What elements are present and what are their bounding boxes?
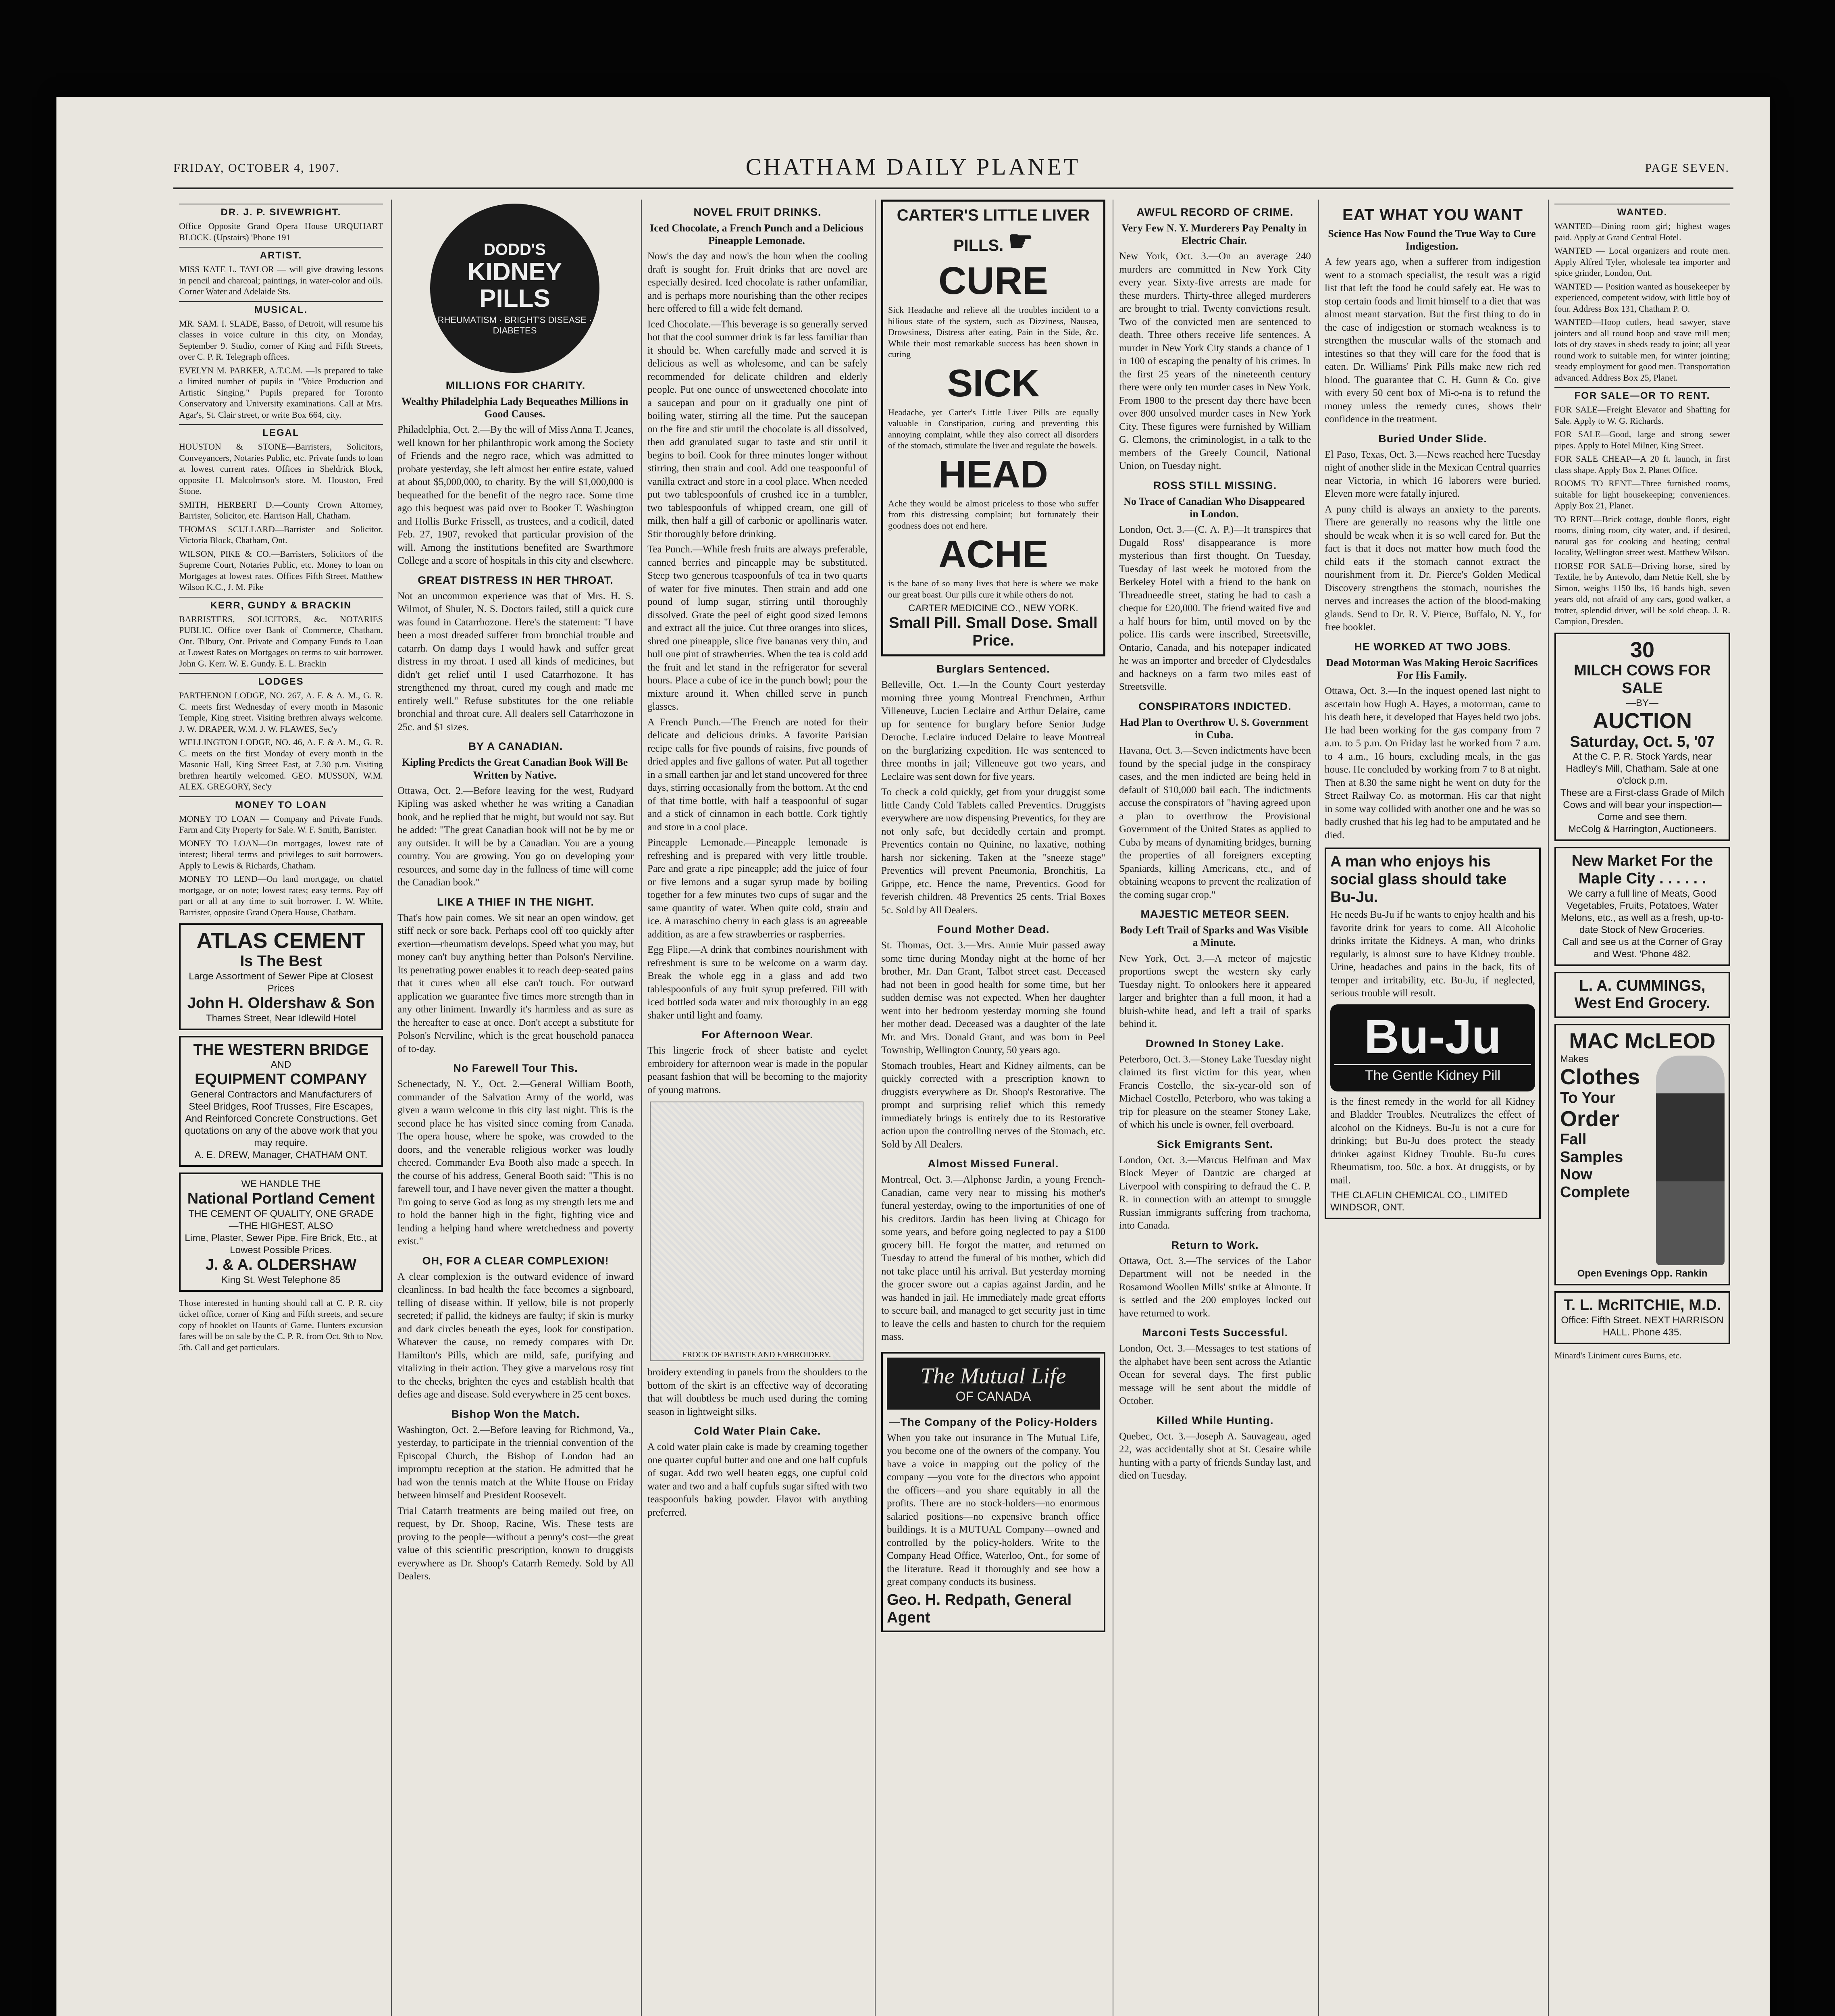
dek-fruit: Iced Chocolate, a French Punch and a Delicious Pineapple Lemonade. — [650, 222, 863, 247]
headline-complexion: OH, FOR A CLEAR COMPLEXION! — [422, 1254, 609, 1267]
mutual-agent: Geo. H. Redpath, General Agent — [887, 1591, 1072, 1626]
article-drowned: Peterboro, Oct. 3.—Stoney Lake Tuesday night claimed its first victim for this year, when Francis Costello, the six-year-old son of Michael Costello, Peterboro, who was taking a trip for pleasure on the steamer Stoney Lake, of which his uncle is owner, fell overboard. — [1119, 1054, 1311, 1130]
auction-title: MILCH COWS FOR SALE — [1574, 662, 1711, 697]
carter-cure: CURE — [938, 259, 1048, 302]
mac-mcleod-ad — [1554, 1024, 1730, 1285]
mutual-logo-canada: OF CANADA — [955, 1389, 1031, 1404]
hunters-notice: Those interested in hunting should call at C. P. R. city ticket office, corner of King and Fifth streets, and secure copy of booklet on Haunts of Game. Hunters excursion fares will be on sale by the C. P. R. from Oct. 9th to Nov. 5th. Call and get particulars. — [179, 1297, 383, 1352]
headline-work: Return to Work. — [1171, 1239, 1259, 1251]
article-fruit-pineapple: Pineapple Lemonade.—Pineapple lemonade is refreshing and is prepared with very little trouble. Pare and grate a ripe pineapple; add the juice of four or five lemons and a sugar syrup made by boiling together for a few minutes two cups of sugar and the same quantity of water. When quite cold, strain and ice. A maraschino cherry in each glass is an agreeable addition, as are a few strawberries or raspberries. — [647, 837, 868, 940]
gentleman-illustration — [1656, 1056, 1725, 1265]
buju-logo-text: Bu-Ju — [1364, 1009, 1501, 1064]
artist-heading: ARTIST. — [179, 247, 383, 261]
headline-marconi: Marconi Tests Successful. — [1142, 1327, 1288, 1339]
wb-manager: A. E. DREW, Manager, CHATHAM ONT. — [194, 1150, 368, 1161]
frock-illustration — [650, 1102, 863, 1361]
lodges-heading: LODGES — [179, 673, 383, 687]
article-distress: Not an uncommon experience was that of Mrs. H. S. Wilmot, of Shuler, N. S. Doctors failed, still a quick cure was found in Catarrhozone. Here's the statement: "I have been a most dreaded sufferer from bronchial trouble and catarrh. On damp days I would hawk and suffer great distress in my throat. I used all kinds of medicines, but didn't get relief until I used Catarrhozone. It has strengthened my throat, cured my cough and made me entirely well." Refuse substitutes for the one reliable bronchial and throat cure. All dealers sell Catarrhozone in 25c. and $1 sizes. — [397, 590, 634, 733]
mac-hours: Open Evenings Opp. Rankin — [1577, 1268, 1708, 1279]
sivewright-heading: DR. J. P. SIVEWRIGHT. — [179, 204, 383, 218]
article-mother: St. Thomas, Oct. 3.—Mrs. Annie Muir passed away some time during Monday night at the home of her brother, Mr. Dan Grant, Talbot street east. Deceased had not been in good health for some time, but her sudden demise was not expected. When her daughter went into her bedroom yesterday morning she found her mother dead. Deceased was a daughter of the late Mr. and Mrs. Donald Grant, and was born in Peel Township, Wellington County, 50 years ago. — [881, 940, 1105, 1056]
headline-killed: Killed While Hunting. — [1156, 1414, 1274, 1427]
atlas-title: ATLAS CEMENT — [196, 929, 366, 953]
carter-tagline: Small Pill. Small Dose. Small Price. — [889, 614, 1098, 649]
article-meteor: New York, Oct. 3.—A meteor of majestic proportions swept the western sky early Tuesday night. To onlookers here it appeared larger and brighter than a full moon, it had a bluish-white head, and left a trail of sparks behind it. — [1119, 953, 1311, 1029]
article-eat: A few years ago, when a sufferer from indigestion went to a stomach specialist, the result was a rigid list that left the food he could safely eat. He was to stop certain foods and limit himself to a diet that was almost meant starvation. But the first thing to do in the case of indigestion or stomach weakness is to strengthen the muscular walls of the stomach and intestines so that they will care for the food that is eaten. Dr. Williams' Pink Pills make new rich red blood. The guarantee that C. H. Gunn & Co. give with every 50 cent box of Mi-o-na is to refund the money unless the remedy cures, shows their confidence in the treatment. — [1325, 256, 1541, 425]
dodds-ailments: RHEUMATISM · BRIGHT'S DISEASE · DIABETES — [437, 314, 592, 335]
atlas-dealer: John H. Oldershaw & Son — [187, 995, 375, 1012]
headline-funeral: Almost Missed Funeral. — [928, 1158, 1059, 1170]
article-funeral: Montreal, Oct. 3.—Alphonse Jardin, a young French-Canadian, came very near to missing his mother's funeral yesterday, owing to the importunities of one of his creditors. Jardin has been living at Chicago for some years, and before going neglected to pay a $100 grocery bill. He forgot the matter, and returned on Tuesday to attend the funeral of his mother, which did not take place until his arrival. But yesterday morning the grocer swore out a capias against Jardin, and he was handed in jail. He immediately made great efforts to secure bail, and managed to get security just in time to leave the cells and hasten to church for the requiem mass. — [881, 1174, 1105, 1343]
article-conspirators: Havana, Oct. 3.—Seven indictments have been found by the special judge in the conspiracy cases, and the men indicted are being held in default of $10,000 bail each. The indictments accuse the conspirators of "having agreed upon a plan to overthrow the Provisional Government of the United States as applied to Cuba by means of dynamiting bridges, burning the properties of all foreigners excepting Spaniards, killing Americans, etc., and of obtaining weapons to prevent the realization of the coming sugar crop." — [1119, 745, 1311, 900]
headline-burglars: Burglars Sentenced. — [936, 663, 1050, 675]
dek-twojobs: Dead Motorman Was Making Heroic Sacrifices For His Family. — [1326, 656, 1538, 681]
carters-pills-ad — [881, 200, 1105, 656]
buju-logo-sub: The Gentle Kidney Pill — [1334, 1064, 1531, 1083]
article-fruit-punch: Tea Punch.—While fresh fruits are always preferable, canned berries and pineapple may be substituted. Steep two generous teaspoonfuls of tea in two quarts of water for five minutes. Then strain and add one pound of lump sugar, stirring until thoroughly dissolved. Grate the peel of eight good sized lemons and extract all the juice. Cut three oranges into slices, shred one pineapple, slice five bananas very thin, and hull one pint of strawberries. When the tea is cold add the fruit and let stand in the refrigerator for several hours. Place a cube of ice in the punch bowl; pour the mixture around it. When chilled serve in punch glasses. — [647, 544, 868, 712]
article-cake: A cold water plain cake is made by creaming together one quarter cupful butter and one and one half cupfuls of sugar. Add two well beaten eggs, one cupful cold water and two and a half cupfuls sugar sifted with two teaspoonfuls baking powder. Flavor with anything preferred. — [647, 1441, 868, 1518]
artist-card: MISS KATE L. TAYLOR — will give drawing lessons in pencil and charcoal; paintings, in water-color and oils. Corner Water and Adelaide Sts. — [179, 264, 383, 296]
musical-card-slade: MR. SAM. I. SLADE, Basso, of Detroit, will resume his classes in voice culture in this city, on Monday, September 9. Studio, corner of King and Fifth Streets, over C. P. R. Telegraph offices. — [179, 318, 383, 362]
article-puny-child: A puny child is always an anxiety to the parents. There are generally no reasons why the little one should be weak when it is so well cared for. But the fact is that it does not matter how much food the child eats if the stomach cannot extract the nourishment from it. Dr. Pierce's Golden Medical Discovery strengthens the stomach, nourishes the nerves and increases the action of the blood-making glands. Send to Dr. R. V. Pierce, Buffalo, N. Y., for free booklet. — [1325, 504, 1541, 633]
headline-thief: LIKE A THIEF IN THE NIGHT. — [437, 896, 594, 908]
article-match: Washington, Oct. 2.—Before leaving for Richmond, Va., yesterday, to participate in the triennial convention of the Episcopal Church, the Bishop of London had an impromptu reception at the station. He admitted that he had won the tennis match at the White House on Friday between himself and President Roosevelt. — [397, 1424, 634, 1501]
frock-caption: FROCK OF BATISTE AND EMBROIDERY. — [680, 1350, 833, 1360]
article-fruit-egg: Egg Flipe.—A drink that combines nourishment with refreshment is sure to be welcome on a warm day. Break the whole egg in a glass and add two tablespoonfuls of any fruit syrup preferred. Fill with iced bottled soda water and mix thoroughly in an egg shaker until light and foamy. — [647, 944, 868, 1021]
headline-match: Bishop Won the Match. — [451, 1408, 580, 1420]
headline-crime: AWFUL RECORD OF CRIME. — [1136, 206, 1294, 218]
cummings-grocery-ad — [1554, 972, 1730, 1018]
legal-card-smith: SMITH, HERBERT D.—County Crown Attorney, Barrister, Solicitor, etc. Harrison Hall, Chatham. — [179, 499, 383, 521]
auction-word: AUCTION — [1593, 709, 1692, 733]
headline-distress: GREAT DISTRESS IN HER THROAT. — [418, 574, 614, 586]
article-stomach: Stomach troubles, Heart and Kidney ailments, can be quickly corrected with a prescription known to druggists everywhere as Dr. Shoop's Restorative. The prompt and surprising relief which this remedy immediately brings is entirely due to its Restorative action upon the controlling nerves of the Stomach, etc. Sold by All Dealers. — [881, 1060, 1105, 1150]
headline-eat: EAT WHAT YOU WANT — [1342, 206, 1523, 224]
atlas-sewer-pipe: Large Assortment of Sewer Pipe at Closest Prices — [189, 971, 373, 994]
headline-fruit: NOVEL FRUIT DRINKS. — [693, 206, 822, 218]
classified-sale-6: HORSE FOR SALE—Driving horse, sired by Textile, he by Antevolo, dam Nettie Kell, she by Simon, weighs 1150 lbs, 16 hands high, seven years old, not afraid of any cars, good walker, a trotter, splendid driver, will be sold cheap. J. R. Campion, Dresden. — [1554, 560, 1730, 626]
np-handle: WE HANDLE THE — [241, 1179, 321, 1190]
dek-millions: Wealthy Philadelphia Lady Bequeathes Millions in Good Causes. — [401, 396, 628, 420]
wb-title: THE WESTERN BRIDGE — [193, 1041, 369, 1058]
legal-card-scullard: THOMAS SCULLARD—Barrister and Solicitor. Victoria Block, Chatham, Ont. — [179, 524, 383, 545]
wb-title-2: EQUIPMENT COMPANY — [195, 1071, 367, 1088]
column-3 — [641, 200, 872, 2016]
auction-by: —BY— — [1626, 698, 1658, 709]
mac-clothes: Clothes — [1560, 1065, 1640, 1089]
dek-meteor: Body Left Trail of Sparks and Was Visible a Minute. — [1120, 924, 1309, 949]
headline-afternoon: For Afternoon Wear. — [701, 1029, 813, 1041]
masthead — [56, 97, 1770, 180]
buju-logo — [1330, 1004, 1535, 1091]
doctor-office: Office: Fifth Street. NEXT HARRISON HALL. Phone 435. — [1561, 1315, 1724, 1338]
article-farewell: Schenectady, N. Y., Oct. 2.—General William Booth, commander of the Salvation Army of the world, was given a warm welcome in this city last night. This is the second place he has visited since coming from Canada. The opera house, where he spoke, was crowded to the doors, and the venerable religious worker was loudly cheered. Commander Eva Booth also made a speech. In the course of his address, General Booth said: "This is no farewell tour, and I have never given the matter a thought. I'm going to serve God as long as my strength lets me and to hold the banner high in the fight, fighting vice and lending a helping hand where wretchedness and poverty exist." — [397, 1079, 634, 1247]
carter-head: HEAD — [938, 452, 1048, 496]
buju-ad — [1325, 848, 1541, 1219]
carter-sick: SICK — [947, 361, 1040, 405]
article-marconi: London, Oct. 3.—Messages to test stations of the alphabet have been sent across the Atlantic Ocean for several days. The first public message will be sent about the middle of October. — [1119, 1343, 1311, 1406]
headline-millions: MILLIONS FOR CHARITY. — [445, 379, 586, 392]
wb-and: AND — [270, 1059, 291, 1070]
column-5 — [1113, 200, 1315, 2016]
auction-count: 30 — [1630, 637, 1655, 662]
dek-canadian: Kipling Predicts the Great Canadian Book Will Be Written by Native. — [402, 756, 628, 781]
classified-wanted-2: WANTED — Local organizers and route men. Apply Alfred Tyler, wholesale tea importer and spice grinder, London, Ont. — [1554, 246, 1730, 278]
carter-head-text: Ache they would be almost priceless to those who suffer from this distressing complaint; but fortunately their goodness does not end here. — [888, 498, 1099, 531]
kerr-heading: KERR, GUNDY & BRACKIN — [179, 597, 383, 611]
money-card-lewis: MONEY TO LOAN—On mortgages, lowest rate of interest; liberal terms and privileges to suit borrowers. Apply to Lewis & Richards, Chatham. — [179, 838, 383, 871]
dek-missing: No Trace of Canadian Who Disappeared in London. — [1123, 495, 1305, 520]
market-stock: We carry a full line of Meats, Good Vegetables, Fruits, Potatoes, Water Melons, etc., as well as a fresh, up-to-date Stock of New Groceries. — [1560, 888, 1724, 935]
headline-twojobs: HE WORKED AT TWO JOBS. — [1354, 640, 1511, 653]
atlas-address: Thames Street, Near Idlewild Hotel — [206, 1012, 356, 1024]
np-dealer: J. & A. OLDERSHAW — [205, 1256, 357, 1273]
headline-drowned: Drowned In Stoney Lake. — [1145, 1037, 1285, 1050]
cummings-store: West End Grocery. — [1574, 995, 1710, 1012]
lodge-card-wellington: WELLINGTON LODGE, NO. 46, A. F. & A. M., G. R. C. meets on the first Monday of every month in the Masonic Hall, King Street East, at 7.30 p.m. Visiting brethren heartily welcomed. GEO. MUSSON, W.M. ALEX. GREGORY, Sec'y — [179, 737, 383, 791]
page-number: PAGE SEVEN. — [1645, 161, 1729, 175]
headline-farewell: No Farewell Tour This. — [453, 1062, 578, 1075]
carter-cure-text: Sick Headache and relieve all the troubles incident to a bilious state of the system, such as Dizziness, Nausea, Drowsiness, Distress after eating, Pain in the Side, &c. While their most remarkable success has been shown in curing — [888, 305, 1099, 359]
classified-sale-5: TO RENT—Brick cottage, double floors, eight rooms, dining room, city water, and, if desired, natural gas for cooking and heating; central locality, Wellington street west. Matthew Wilson. — [1554, 514, 1730, 557]
mutual-heading: —The Company of the Policy-Holders — [889, 1416, 1098, 1428]
carter-ache: ACHE — [938, 533, 1048, 576]
classified-sale-1: FOR SALE—Freight Elevator and Shafting for Sale. Apply to W. G. Richards. — [1554, 404, 1730, 426]
buju-body-2: is the finest remedy in the world for all Kidney and Bladder Troubles. Neutralizes the effect of alcohol on the Kidneys. Bu-Ju is not a cure for drinking; but Bu-Ju does protect the steady drinker against Kidney Trouble. Bu-Ju cures Rheumatism, too. 50c. a box. At druggists, or by mail. — [1330, 1096, 1535, 1186]
mcritchie-card — [1554, 1291, 1730, 1344]
newspaper-page — [56, 97, 1770, 2016]
classified-sale-2: FOR SALE—Good, large and strong sewer pipes. Apply to Hotel Milner, King Street. — [1554, 429, 1730, 450]
legal-card-houston: HOUSTON & STONE—Barristers, Solicitors, Conveyancers, Notaries Public, etc. Private funds to loan at lowest current rates. Offices in Sheldrick Block, opposite H. Malcolmson's store. M. Houston, Fred Stone. — [179, 442, 383, 496]
mutual-life-ad — [881, 1352, 1105, 1632]
money-heading: MONEY TO LOAN — [179, 796, 383, 811]
musical-card-parker: EVELYN M. PARKER, A.T.C.M. —Is prepared to take a limited number of pupils in "Voice Production and Artistic Singing." Pupils prepared for Toronto Conservatory and University examinations. Call at Mrs. Agar's, St. Clair street, or write Box 664, city. — [179, 365, 383, 420]
article-preventics: To check a cold quickly, get from your druggist some little Candy Cold Tablets called Preventics. Druggists everywhere are now dispensing Preventics, for they are not only safe, but decidedly certain and prompt. Preventics contain no Quinine, no laxative, nothing harsh nor sickening. Taken at the "sneeze stage" Preventics will prevent Pneumonia, Bronchitis, La Grippe, etc. Hence the name, Preventics. Good for feverish children. 48 Preventics 25 cents. Trial Boxes 5c. Sold by All Dealers. — [881, 787, 1105, 916]
carter-sick-text: Headache, yet Carter's Little Liver Pills are equally valuable in Constipation, curing and preventing this annoying complaint, while they also correct all disorders of the stomach, stimulate the liver and regulate the bowels. — [888, 407, 1099, 450]
mac-to-your: To Your — [1560, 1089, 1616, 1106]
dek-crime: Very Few N. Y. Murderers Pay Penalty in Electric Chair. — [1121, 222, 1307, 247]
mutual-logo-name: The Mutual Life — [920, 1363, 1066, 1389]
article-fruit-french: A French Punch.—The French are noted for their delicate and delicious drinks. A favorite Parisian recipe calls for five pounds of raisins, five pounds of dried apples and five gallons of water. Put all together in a small earthen jar and let stand uncovered for three days, stirring occasionally from the bottom. At the end of that time bottle, with half a teaspoonful of sugar and a stick of cinnamon in each bottle. Cork tightly and store in a cool place. — [647, 716, 868, 833]
headline-meteor: MAJESTIC METEOR SEEN. — [1140, 908, 1290, 921]
money-card-smith: MONEY TO LOAN — Company and Private Funds. Farm and City Property for Sale. W. F. Smith, Barrister. — [179, 813, 383, 835]
article-crime: New York, Oct. 3.—On an average 240 murders are committed in New York City every year. Sixty-five arrests are made for these murders. Thirty-three alleged murderers are brought to trial. Twenty convictions result. Two of the convicted men are sentenced to death. Three others receive life sentences. A murder in New York City stands a chance of 1 in 100 of escaping the penalty of his crimes. In the first 25 years of the nineteenth century there were only ten murder cases in New York. From 1900 to the present day there have been over 800 unsolved murder cases in New York City. These figures were furnished by William G. Clemons, the criminologist, in a talk to the members of the Greely Council, National Union, on Tuesday night. — [1119, 251, 1311, 472]
for-sale-heading: FOR SALE—OR TO RENT. — [1554, 387, 1730, 402]
column-4 — [875, 200, 1109, 2016]
column-6 — [1318, 200, 1545, 2016]
milch-cows-auction-ad — [1554, 633, 1730, 841]
article-fruit-intro: Now's the day and now's the hour when the cooling draft is sought for. Fruit drinks that are novel are especially desired. Iced chocolate is rather unfamiliar, and is perhaps more nourishing than the other recipes here offered to fill a wide felt demand. — [647, 251, 868, 314]
atlas-tagline: Is The Best — [240, 953, 322, 970]
article-thief: That's how pain comes. We sit near an open window, get stiff neck or sore back. Perhaps cool off too quickly after exertion—rheumatism develops. Speed what you may, but money can't buy anything better than Polson's Nerviline. Its penetrating power enables it to reach deep-seated pains that it cures when all else can't touch. For outward application we guarantee five times more strength than in any other liniment. Inwardly it's harmless and as sure as the hereafter to ease at once. Don't accept a substitute for Polson's Nerviline, which is the great household panacea of to-day. — [397, 912, 634, 1054]
national-portland-ad — [179, 1173, 383, 1291]
market-address: Call and see us at the Corner of Gray and West. 'Phone 482. — [1562, 936, 1723, 960]
headline-slide: Buried Under Slide. — [1378, 432, 1487, 445]
sivewright-card: Office Opposite Grand Opera House URQUHART BLOCK. (Upstairs) 'Phone 191 — [179, 221, 383, 242]
wanted-heading: WANTED. — [1554, 204, 1730, 218]
kerr-card: BARRISTERS, SOLICITORS, &c. NOTARIES PUBLIC. Office over Bank of Commerce, Chatham, Ont. Tilbury, Ont. Private and Company Funds to Loan at Lowest Rates on Mortgages on terms to suit borrower. John G. Kerr. W. E. Gundy. E. L. Brackin — [179, 614, 383, 669]
article-canadian: Ottawa, Oct. 2.—Before leaving for the west, Rudyard Kipling was asked whether he was writing a Canadian book, and he replied that he might, but would not say. But he added: "The great Canadian book will not be by me or any outsider. It will be by a Canadian. You are a young country. You are growing. You go on developing your resources, and some day in the fullness of time will come the Canadian book." — [397, 785, 634, 888]
new-market-ad — [1554, 847, 1730, 966]
article-millions: Philadelphia, Oct. 2.—By the will of Miss Anna T. Jeanes, well known for her philanthropic work among the Society of Friends and the negro race, which was admitted to probate yesterday, she left almost her entire estate, valued at about $5,000,000, to charity. By the will $1,000,000 is bequeathed for the benefit of the negro race. Some time ago this bequest was paid over to Booker T. Washington and Hollis Burke Frissell, as trustees, and a codicil, dated Feb. 27, 1907, revoked that particular provision of the will. Among the institutions benefited are Swarthmore College and a score of hospitals in this city and elsewhere. — [397, 424, 634, 566]
np-quality: THE CEMENT OF QUALITY, ONE GRADE—THE HIGHEST, ALSO — [188, 1208, 374, 1231]
article-fruit-chocolate: Iced Chocolate.—This beverage is so generally served hot that the cool summer drink is far less familiar than it should be. When carefully made and served it is delicious as well as wholesome, and can be safely recommended for delicate children and elderly people. Put one ounce of unsweetened chocolate into a saucepan and pour on it gradually one pint of boiling water, stirring all the time. Put the saucepan on the fire and stir until the chocolate is all dissolved, then add granulated sugar to taste and stir until it begins to boil. Cook for three minutes longer without stirring, then strain and cool. Add one teaspoonful of vanilla extract and store in a cool place. When needed put two tablespoonfuls of crushed ice in a tumbler, two tablespoonfuls of whipped cream, one gill of milk, then half a gill of carbonic or apollinaris water. Stir thoroughly before drinking. — [647, 319, 868, 539]
np-title: National Portland Cement — [187, 1190, 375, 1208]
mutual-body: When you take out insurance in The Mutual Life, you become one of the owners of the company. You have a voice in mapping out the policy of the company —you vote for the directors who appoint the officers—and you share equitably in all the profits. There are no stock-holders—no enormous salaried positions—no expensive branch office buildings. It is a MUTUAL Company—owned and controlled by the policy-holders. Write to the Company Head Office, Waterloo, Ont., for some of the literature. Read it thoroughly and see how a great company conducts its business. — [887, 1432, 1100, 1588]
musical-heading: MUSICAL. — [179, 301, 383, 316]
wb-description: General Contractors and Manufacturers of Steel Bridges, Roof Trusses, Fire Escapes, And Reinforced Concrete Constructions. Get quotations on any of the above work that you may require. — [185, 1089, 377, 1149]
headline-mother: Found Mother Dead. — [937, 923, 1050, 936]
classified-wanted-4: WANTED—Hoop cutlers, head sawyer, stave jointers and all round hoop and stave mill men; lots of dry staves in sheds ready to joint; all year round work to suitable men, for winter jointing; steady employment for good men. Transportation advanced. Address Box 25, Planet. — [1554, 317, 1730, 383]
atlas-cement-ad — [179, 923, 383, 1030]
dodds-product: KIDNEY PILLS — [467, 258, 562, 312]
cummings-name: L. A. CUMMINGS, — [1579, 977, 1706, 994]
buju-body-1: He needs Bu-Ju if he wants to enjoy health and his favorite drink for years to come. All Alcoholic drinks irritate the Kidneys. A man, who drinks regularly, is almost sure to have Kidney trouble. Urine, headaches and pains in the back, fits of temper and irritability, etc. Bu-Ju, if neglected, serious trouble will result. — [1330, 909, 1535, 999]
article-missing: London, Oct. 3.—(C. A. P.)—It transpires that Dugald Ross' disappearance is more mysterious than first thought. On Tuesday, Tuesday of last week he motored from the Berkeley Hotel with a friend to the bank on Threadneedle street, stating he had to cash a cheque for £20,000. The friend waited five and a half hours for him, until moved on by the police. His cards were inscribed, Streetsville, Ontario, Canada, and his notepaper indicated he was an importer and breeder of Clydesdales and hackneys on a farm two miles east of Streetsville. — [1119, 524, 1311, 693]
article-broidery: broidery extending in panels from the shoulders to the bottom of the skirt is an effective way of decorating that will doubtless be much used during the coming season in lightweight silks. — [647, 1367, 868, 1417]
mac-makes: Makes — [1560, 1054, 1589, 1065]
lodge-card-parthenon: PARTHENON LODGE, NO. 267, A. F. & A. M., G. R. C. meets first Wednesday of every month in Masonic Temple, King street. Visiting brethren always welcome. J. W. DRAPER, W.M. J. W. FLAWES, Sec'y — [179, 690, 383, 734]
headline-conspirators: CONSPIRATORS INDICTED. — [1138, 700, 1292, 712]
dek-conspirators: Had Plan to Overthrow U. S. Government in Cuba. — [1120, 716, 1309, 741]
auction-description: These are a First-class Grade of Milch Cows and will bear your inspection—Come and see them. — [1560, 787, 1725, 823]
article-emigrants: London, Oct. 3.—Marcus Helfman and Max Block Meyer of Dantzic are charged at Liverpool with conspiring to defraud the C. P. R. in connection with an attempt to smuggle Russian immigrants suffering from trachoma, into Canada. — [1119, 1154, 1311, 1231]
minard-notice: Minard's Liniment cures Burns, etc. — [1554, 1350, 1682, 1361]
pointing-hand-icon: ☛ — [1008, 225, 1034, 257]
article-catarrh: Trial Catarrh treatments are being mailed out free, on request, by Dr. Shoop, Racine, Wis. These tests are proving to the people—without a penny's cost—the great value of this scientific prescription, known to druggists everywhere as Dr. Shoop's Catarrh Remedy. Sold by All Dealers. — [397, 1505, 634, 1582]
headline-cake: Cold Water Plain Cake. — [694, 1425, 821, 1437]
buju-maker: THE CLAFLIN CHEMICAL CO., LIMITED WINDSOR, ONT. — [1330, 1190, 1508, 1213]
western-bridge-ad — [179, 1036, 383, 1167]
column-7 — [1548, 200, 1734, 2016]
dodds-kidney-pills-ad — [430, 204, 599, 373]
dek-eat: Science Has Now Found the True Way to Cure Indigestion. — [1328, 228, 1536, 252]
column-1 — [173, 200, 387, 2016]
auctioneers: McColg & Harrington, Auctioneers. — [1568, 824, 1717, 835]
mac-order: Order — [1560, 1106, 1620, 1131]
money-card-white: MONEY TO LEND—On land mortgage, on chattel mortgage, or on note; lowest rates; easy terms. Pay off part or all at any time to suit borrower. J. W. White, Barrister, opposite Grand Opera House, Chatham. — [179, 874, 383, 917]
legal-card-wilson: WILSON, PIKE & CO.—Barristers, Solicitors of the Supreme Court, Notaries Public, etc. Money to loan on Mortgages at lowest rates. Offices Fifth Street. Matthew Wilson K.C., J. M. Pike — [179, 548, 383, 592]
auction-date: Saturday, Oct. 5, '07 — [1570, 733, 1715, 750]
article-slide: El Paso, Texas, Oct. 3.—News reached here Tuesday night of another slide in the Mexican Central quarries near Victoria, in which 16 laborers were buried. Eleven more were fatally injured. — [1325, 449, 1541, 500]
mac-samples: Fall Samples Now Complete — [1560, 1131, 1630, 1201]
article-work: Ottawa, Oct. 3.—The services of the Labor Department will not be needed in the Rosamond Woollen Mills' strike at Almonte. It is settled and the 200 employes locked out have returned to work. — [1119, 1255, 1311, 1319]
carter-ache-text: is the bane of so many lives that here is where we make our great boast. Our pills cure it while others do not. — [888, 578, 1099, 600]
classified-wanted-3: WANTED — Position wanted as housekeeper by experienced, competent widow, with little boy of four. Address Box 131, Chatham P. O. — [1554, 281, 1730, 314]
np-address: King St. West Telephone 85 — [221, 1274, 341, 1285]
mac-name: MAC McLEOD — [1569, 1029, 1716, 1054]
np-products: Lime, Plaster, Sewer Pipe, Fire Brick, Etc., at Lowest Possible Prices. — [185, 1232, 377, 1256]
carter-brand-text: CARTER'S LITTLE LIVER PILLS. — [897, 206, 1090, 254]
masthead-rule — [173, 187, 1733, 189]
headline-emigrants: Sick Emigrants Sent. — [1157, 1138, 1273, 1150]
auction-location: At the C. P. R. Stock Yards, near Hadley's Mill, Chatham. Sale at one o'clock p.m. — [1566, 751, 1719, 787]
article-afternoon: This lingerie frock of sheer batiste and eyelet embroidery for afternoon wear is made in the popular peasant fashion that will be becoming to the majority of young matrons. — [647, 1045, 868, 1095]
carter-maker: CARTER MEDICINE CO., NEW YORK. — [908, 603, 1078, 614]
doctor-name: T. L. McRITCHIE, M.D. — [1563, 1297, 1721, 1314]
legal-heading: LEGAL — [179, 424, 383, 439]
newspaper-title: CHATHAM DAILY PLANET — [745, 154, 1081, 180]
mutual-logo — [887, 1358, 1100, 1410]
classified-sale-3: FOR SALE CHEAP—A 20 ft. launch, in first class shape. Apply Box 2, Planet Office. — [1554, 454, 1730, 475]
column-2 — [391, 200, 638, 2016]
classified-wanted-1: WANTED—Dining room girl; highest wages paid. Apply at Grand Central Hotel. — [1554, 221, 1730, 242]
market-title-2: Maple City . . . . . . — [1578, 870, 1706, 887]
dodds-brand: DODD'S — [484, 241, 546, 259]
carter-brand — [888, 206, 1099, 258]
article-twojobs: Ottawa, Oct. 3.—In the inquest opened last night to ascertain how Hugh A. Hayes, a motorman, came to his death here, it developed that Hayes held two jobs. He had been working for the gas company from 7 a.m. to 5 p.m. On Friday last he worked from 7 a.m. to 4 a.m., 16 hours, excluding meals, in the gas house. He concluded by working from 7 to 8 at night. Then at 8.30 the same night he went on duty for the Street Railway Co. as motorman. His car that night in some way collided with another one and he was so badly crushed that his leg had to be amputated and he died. — [1325, 685, 1541, 841]
article-killed: Quebec, Oct. 3.—Joseph A. Sauvageau, aged 22, was accidentally shot at St. Cesaire while hunting with a party of friends Sunday last, and died on Tuesday. — [1119, 1431, 1311, 1481]
headline-canadian: BY A CANADIAN. — [468, 740, 563, 753]
article-burglars: Belleville, Oct. 1.—In the County Court yesterday morning three young Montreal Frenchmen, Arthur Villeneuve, Lucien Leclaire and Arthur Delaire, came up for sentence for burglary before Senior Judge Deroche. Leclaire induced Delaire to leave Montreal on the burglarizing expedition. He was sentenced to three months in jail; Villeneuve got two years, and Leclaire was sent down for five years. — [881, 679, 1105, 782]
article-complexion: A clear complexion is the outward evidence of inward cleanliness. In bad health the face becomes a signboard, telling of disease within. If yellow, bile is not properly secreted; if pallid, the kidneys are faulty; if skin is murky and dark circles beneath the eyes, look for constipation. Whatever the cause, no remedy compares with Dr. Hamilton's Pills, which are mild, safe, purifying and vitalizing in their action. They give a marvelous rosy tint to the cheeks, brighten the eyes and establish health that defies age and disease. Sold everywhere in 25 cent boxes. — [397, 1271, 634, 1400]
buju-headline: A man who enjoys his social glass should take Bu-Ju. — [1330, 853, 1507, 906]
classified-sale-4: ROOMS TO RENT—Three furnished rooms, suitable for light housekeeping; conveniences. Apply Box 21, Planet. — [1554, 478, 1730, 510]
issue-date: FRIDAY, OCTOBER 4, 1907. — [173, 161, 340, 175]
market-title: New Market For the — [1571, 852, 1713, 870]
headline-missing: ROSS STILL MISSING. — [1153, 479, 1277, 492]
